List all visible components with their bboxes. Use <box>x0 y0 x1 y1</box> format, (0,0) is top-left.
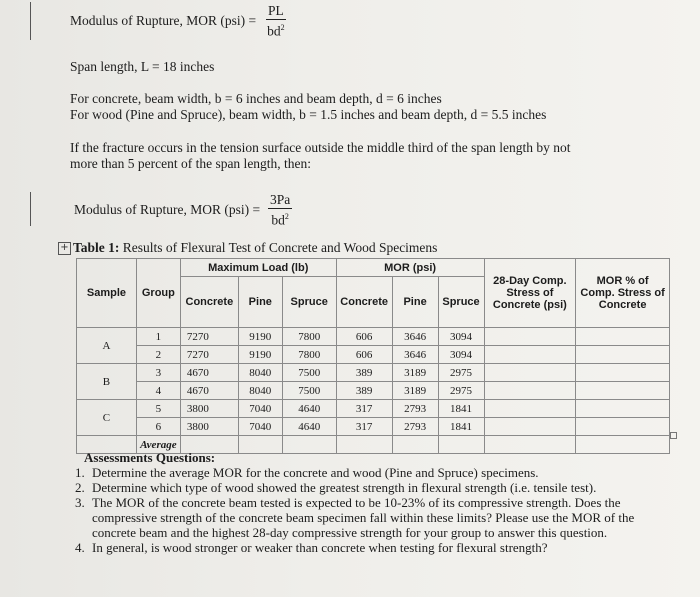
header-load-concrete: Concrete <box>180 277 238 328</box>
mor-percent-cell[interactable] <box>576 346 670 364</box>
table-row <box>77 400 670 418</box>
mor-pine-cell: 3189 <box>392 364 438 382</box>
load-concrete-cell: 4670 <box>180 382 238 400</box>
average-cell[interactable] <box>336 436 392 454</box>
header-mor-spruce: Spruce <box>438 277 484 328</box>
formula1-numerator: PL <box>268 3 284 18</box>
comp-stress-cell[interactable] <box>484 418 576 436</box>
average-cell[interactable] <box>438 436 484 454</box>
mor-pine-cell: 3646 <box>392 328 438 346</box>
comp-stress-cell[interactable] <box>484 328 576 346</box>
mor-percent-cell[interactable] <box>576 364 670 382</box>
load-concrete-cell: 7270 <box>180 328 238 346</box>
average-cell[interactable] <box>392 436 438 454</box>
mor-percent-cell[interactable] <box>576 382 670 400</box>
mor-concrete-cell: 317 <box>336 400 392 418</box>
formula2-label: Modulus of Rupture, MOR (psi) = <box>74 202 261 217</box>
concrete-dimensions-text: For concrete, beam width, b = 6 inches and beam depth, d = 6 inches <box>70 91 442 106</box>
mor-concrete-cell: 389 <box>336 364 392 382</box>
mor-pine-cell: 2793 <box>392 400 438 418</box>
header-mor-concrete: Concrete <box>336 277 392 328</box>
mor-concrete-cell: 606 <box>336 346 392 364</box>
load-pine-cell: 9190 <box>238 328 282 346</box>
mor-pine-cell: 3189 <box>392 382 438 400</box>
formula1-label: Modulus of Rupture, MOR (psi) = <box>70 13 257 28</box>
table-row <box>77 346 670 364</box>
mor-percent-cell[interactable] <box>576 400 670 418</box>
mor-percent-cell[interactable] <box>576 418 670 436</box>
sample-cell: C <box>77 400 137 436</box>
load-spruce-cell: 4640 <box>282 418 336 436</box>
load-pine-cell: 8040 <box>238 364 282 382</box>
average-cell[interactable] <box>484 436 576 454</box>
load-pine-cell: 7040 <box>238 400 282 418</box>
question-item: 1. Determine the average MOR for the concrete and wood (Pine and Spruce) specimens. <box>88 465 648 480</box>
header-group: Group <box>136 259 180 328</box>
table-row <box>77 364 670 382</box>
formula2-denominator: $bd^2$ <box>271 212 289 228</box>
group-cell: 5 <box>136 400 180 418</box>
comp-stress-cell[interactable] <box>484 400 576 418</box>
group-cell: 6 <box>136 418 180 436</box>
header-sample: Sample <box>77 259 137 328</box>
mor-pine-cell: 3646 <box>392 346 438 364</box>
questions-list <box>60 465 648 555</box>
table-row <box>77 328 670 346</box>
mor-percent-cell[interactable] <box>576 328 670 346</box>
average-cell[interactable] <box>282 436 336 454</box>
table-row <box>77 418 670 436</box>
group-cell: 1 <box>136 328 180 346</box>
load-concrete-cell: 3800 <box>180 400 238 418</box>
page-edge-line <box>30 2 31 40</box>
mor-concrete-cell: 317 <box>336 418 392 436</box>
results-table <box>76 258 670 454</box>
header-load-spruce: Spruce <box>282 277 336 328</box>
table-row <box>77 382 670 400</box>
formula2-fraction <box>268 192 292 229</box>
formula1-fraction <box>266 3 286 40</box>
load-spruce-cell: 7800 <box>282 346 336 364</box>
mor-spruce-cell: 3094 <box>438 346 484 364</box>
load-pine-cell: 9190 <box>238 346 282 364</box>
load-spruce-cell: 7500 <box>282 382 336 400</box>
group-cell: 4 <box>136 382 180 400</box>
mor-pine-cell: 2793 <box>392 418 438 436</box>
fracture-condition-line2: more than 5 percent of the span length, then: <box>70 156 312 171</box>
mor-spruce-cell: 2975 <box>438 364 484 382</box>
load-concrete-cell: 4670 <box>180 364 238 382</box>
fracture-condition-line1: If the fracture occurs in the tension surface outside the middle third of the span length by not <box>70 140 571 155</box>
comp-stress-cell[interactable] <box>484 346 576 364</box>
load-concrete-cell: 3800 <box>180 418 238 436</box>
mor-spruce-cell: 1841 <box>438 400 484 418</box>
header-comp-stress: 28-Day Comp. Stress of Concrete (psi) <box>484 259 576 328</box>
questions-title: Assessments Questions: <box>84 450 216 465</box>
formula1-denominator: $bd^2$ <box>267 23 285 39</box>
load-spruce-cell: 7500 <box>282 364 336 382</box>
table-expand-icon[interactable]: + <box>58 242 71 255</box>
header-max-load: Maximum Load (lb) <box>180 259 336 277</box>
mor-concrete-cell: 389 <box>336 382 392 400</box>
mor-spruce-cell: 1841 <box>438 418 484 436</box>
table-caption: Table 1: Results of Flexural Test of Concrete and Wood Specimens <box>73 240 438 255</box>
header-mor: MOR (psi) <box>336 259 484 277</box>
span-length-text: Span length, L = 18 inches <box>70 59 215 74</box>
table-resize-handle[interactable] <box>670 432 677 439</box>
group-cell: 3 <box>136 364 180 382</box>
header-mor-pine: Pine <box>392 277 438 328</box>
average-label: Average <box>136 436 180 454</box>
header-mor-percent: MOR % of Comp. Stress of Concrete <box>576 259 670 328</box>
sample-cell: B <box>77 364 137 400</box>
header-load-pine: Pine <box>238 277 282 328</box>
mor-spruce-cell: 3094 <box>438 328 484 346</box>
question-item: 4. In general, is wood stronger or weaker than concrete when testing for flexural strength? <box>88 540 648 555</box>
average-cell[interactable] <box>238 436 282 454</box>
question-item: 3. The MOR of the concrete beam tested is expected to be 10-23% of its compressive strength. Does the compressive strength of the concrete beam specimen fall within these limits? Please use the MOR of the concrete beam and the highest 28-day compressive strength for your group to answer this question. <box>88 495 648 540</box>
comp-stress-cell[interactable] <box>484 382 576 400</box>
sample-cell: A <box>77 328 137 364</box>
page-edge-line <box>30 192 31 226</box>
comp-stress-cell[interactable] <box>484 364 576 382</box>
load-spruce-cell: 4640 <box>282 400 336 418</box>
load-concrete-cell: 7270 <box>180 346 238 364</box>
mor-concrete-cell: 606 <box>336 328 392 346</box>
average-cell[interactable] <box>576 436 670 454</box>
mor-spruce-cell: 2975 <box>438 382 484 400</box>
load-pine-cell: 8040 <box>238 382 282 400</box>
formula2-numerator: 3Pa <box>270 192 291 207</box>
group-cell: 2 <box>136 346 180 364</box>
load-spruce-cell: 7800 <box>282 328 336 346</box>
load-pine-cell: 7040 <box>238 418 282 436</box>
question-item: 2. Determine which type of wood showed the greatest strength in flexural strength (i.e. tensile test). <box>88 480 648 495</box>
wood-dimensions-text: For wood (Pine and Spruce), beam width, b = 1.5 inches and beam depth, d = 5.5 inches <box>70 107 547 122</box>
